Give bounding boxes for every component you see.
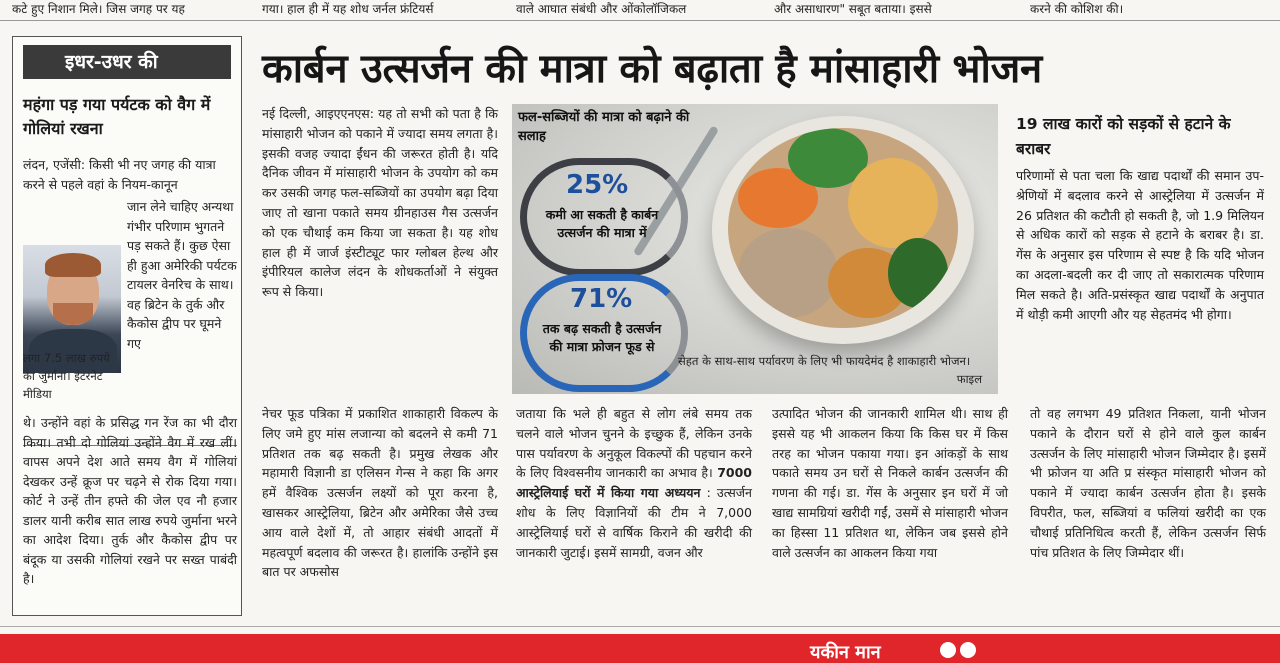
dot-icon [940, 642, 956, 658]
strip-text-4: और असाधारण" सबूत बताया। इससे [774, 2, 932, 16]
photo-caption: लगा 7.5 लाख रुपये का जुर्माना। इंटरनेट मीडिया [23, 351, 110, 401]
strip-text-1: कटे हुए निशान मिले। जिस जगह पर यह [12, 2, 185, 16]
article-col2-after: : उत्सर्जन शोध के लिए विज्ञानियों की टीम ने 7,000 आस्ट्रेलियाई घरों से वार्षिक किराने की खरीदी की जानकारी जुटाई। इसमें सामग्री, वजन और [516, 485, 752, 560]
sidebar-body: थे। उन्होंने वहां के प्रसिद्ध गन रेंज का भी दौरा किया। तभी दो गोलियां उन्होंने वैग में रख लीं। वापस अपने देश आते समय वैग में गोलियां देखकर उन्हें क्रूज पर चढ़ने से रोक दिया गया। कोर्ट ने उन्हें तीन हफ्ते की जेल एव नौ हजार डालर यानी करीब सात लाख रुपये जुर्माना भरने का आदेश दिया। तुर्क और कैकोस द्वीप पर बंदूक या उसकी गोलियां रखने पर सख्त पाबंदी है। [23, 415, 237, 586]
strip-text-5: करने की कोशिश की। [1030, 2, 1124, 16]
strip-text-2: गया। हाल ही में यह शोध जर्नल फ्रंटियर्स [262, 2, 434, 16]
article-col2-text: जताया कि भले ही बहुत से लोग लंबे समय तक चलने वाले भोजन चुनने के इच्छुक हैं, लेकिन उनके पास पर्यावरण के अनुकूल विकल्पों की पहचान करने के लिए विश्वसनीय जानकारी का अभाव है। [516, 406, 752, 481]
stat-1-value: 25% [566, 170, 629, 200]
sidebar-box [12, 36, 242, 616]
side-blurb-text: परिणामों से पता चला कि खाद्य पदार्थों की समान उप-श्रेणियों में बदलाव करने से आस्ट्रेलिया में उत्सर्जन में 26 प्रतिशत की कटौती हो सकती है, जो 1.9 मिलियन से अधिक कारों को सड़क से हटाने के बराबर है। डा. गेंस के अनुसार इस परिणाम से स्पष्ट है कि यदि भोजन का अदला-बदली कर दी जाए तो सकारात्मक परिणाम मिल सकते है। अति-प्रसंस्कृत खाद्य पदार्थों के अनुपात में थोड़ी कमी आएगी और यह सेहतमंद भी होगा। [1016, 168, 1264, 322]
bottom-banner-text: यकीन मान [810, 642, 881, 663]
dot-icon [960, 642, 976, 658]
sidebar-lead: लंदन, एजेंसी: किसी भी नए जगह की यात्रा करने से पहले वहां के नियम-कानून [23, 157, 216, 192]
food-infographic [512, 104, 998, 394]
article-col1-top: नई दिल्ली, आइएएनएस: यह तो सभी को पता है कि मांसाहारी भोजन को पकाने में ज्यादा समय लगता है। इसकी वजह ज्यादा ईंधन की जरूरत होती है। यदि दैनिक जीवन में मांसाहारी भोजन के उपयोग को कम कर उसकी जगह फल-सब्जियों का उपयोग बढ़ा दिया जाए तो खाना पकाते समय ग्रीनहाउस गैस उत्सर्जन को एक चौथाई कम किया जा सकता है। यह शोध हाल ही में जार्ज इंस्टीट्यूट फार ग्लोबल हेल्थ और इंपीरियल कालेज लंदन के शोधकर्ताओं ने संयुक्त रूप से किया। [262, 106, 498, 300]
sidebar-text-beside-photo: जान लेने चाहिए अन्यथा गंभीर परिणाम भुगतने पड़ सकते हैं। कुछ ऐसा ही हुआ अमेरिकी पर्यटक टायलर वेनरिच के साथ। वह ब्रिटेन के तुर्क और कैकोस द्वीप पर घूमने गए [127, 199, 237, 351]
bottom-banner [0, 634, 1280, 663]
headline: कार्बन उत्सर्जन की मात्रा को बढ़ाता है मांसाहारी भोजन [262, 46, 1042, 92]
previous-article-strip [0, 0, 1280, 22]
article-col3: उत्पादित भोजन की जानकारी शामिल थी। साथ ही इससे यह भी आकलन किया कि किस घर में किस तरह का भोजन पकाया गया। इन आंकड़ों के साथ पकाते समय उन घरों से निकले कार्बन उत्सर्जन की गणना की गई। डा. गेंस के अनुसार इन घरों में जो खाद्य सामग्रियां खरीदी गईं, उसमें से मांसाहारी भोजन का हिस्सा 11 प्रतिशत था, लेकिन जब इससे होने वाले उत्सर्जन का आकलन किया गया [772, 406, 1008, 560]
image-caption [678, 352, 988, 386]
caption-text: सेहत के साथ-साथ पर्यावरण के लिए भी फायदेमंद है शाकाहारी भोजन। [678, 354, 971, 368]
stat-2-value: 71% [570, 284, 633, 314]
sidebar-header: इधर-उधर की [23, 45, 231, 79]
strip-text-3: वाले आघात संबंधी और ओंकोलॉजिकल [516, 2, 687, 16]
article-subhead: 7000 आस्ट्रेलियाई घरों में किया गया अध्ययन [516, 465, 752, 501]
article-col1-bottom: नेचर फूड पत्रिका में प्रकाशित शाकाहारी विकल्प के लिए जमे हुए मांस लजान्या को बदलने से कमी 71 प्रतिशत तक बढ़ सकती है। प्रमुख लेखक और महामारी विज्ञानी डा एलिसन गेन्स ने कहा कि अगर हमें वैश्विक उत्सर्जन लक्ष्यों को पूरा करना है, खासकर आस्ट्रेलिया, ब्रिटेन और अमेरिका जैसे उच्च आय वाले देशों में, तो आहार संबंधी आदतों में महत्वपूर्ण बदलाव की जरूरत है। हालांकि उन्होंने इस बात पर अफसोस [262, 406, 498, 580]
side-blurb-title: 19 लाख कारों को सड़कों से हटाने के बराबर [1016, 115, 1231, 158]
stat-2-text: तक बढ़ सकती है उत्सर्जन की मात्रा फ्रोजन फूड से [542, 321, 662, 354]
article-col4: तो वह लगभग 49 प्रतिशत निकला, यानी भोजन पकाने के दौरान घरों से होने वाले कुल कार्बन उत्सर्जन के लिए मांसाहारी भोजन जिम्मेदार है। इसमें भी फ्रोजन या अति प्र संस्कृत मांसाहारी भोजन को पकाने में ज्यादा कार्बन उत्सर्जन होता है। इसके विपरीत, फल, सब्जियां व फलियां खरीदी का एक चौथाई प्रतिनिधित्व करती हैं, लेकिन उत्सर्जन सिर्फ पांच प्रतिशत के लिए जिम्मेदार थीं। [1030, 406, 1266, 560]
article-col2 [516, 404, 752, 562]
infographic-subtitle: फल-सब्जियों की मात्रा को बढ़ाने की सलाह [518, 110, 690, 144]
footer-divider [0, 626, 1280, 627]
photo-credit: फाइल [956, 372, 982, 386]
sidebar-title: महंगा पड़ गया पर्यटक को वैग में गोलियां रखना [23, 95, 211, 138]
stat-1-text: कमी आ सकती है कार्बन उत्सर्जन की मात्रा में [545, 207, 659, 240]
top-divider [0, 20, 1280, 21]
